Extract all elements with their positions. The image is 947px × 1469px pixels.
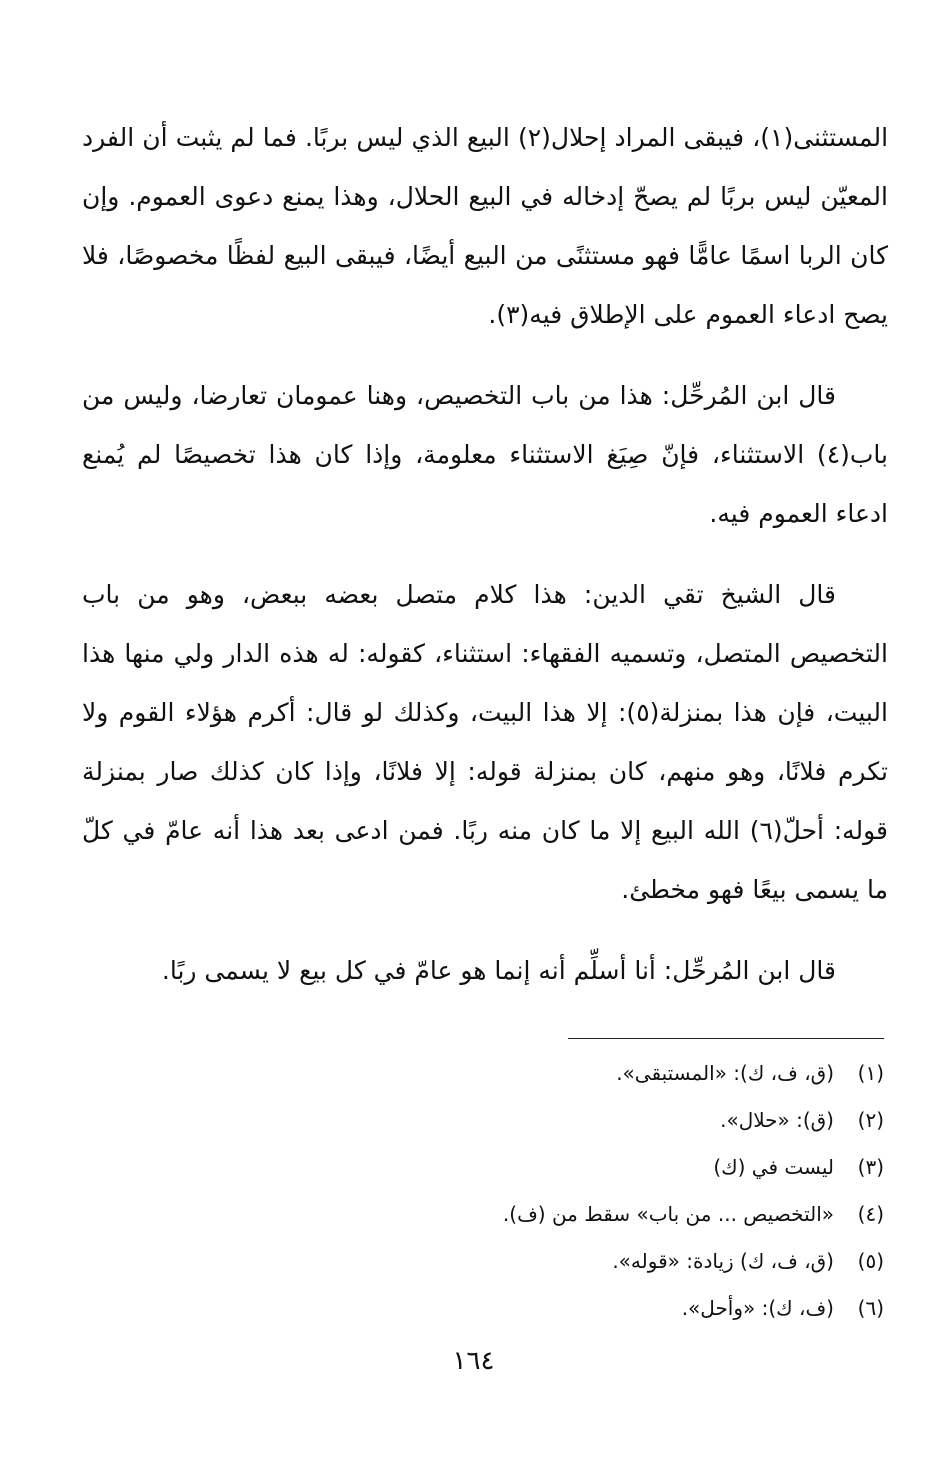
footnote-number: (١) xyxy=(857,1061,884,1085)
footnote-text: (ق): «حلال». xyxy=(720,1108,834,1132)
paragraph-2: قال ابن المُرحِّل: هذا من باب التخصيص، وهنا عمومان تعارضا، وليس من باب(٤) الاستثناء، فإنّ صِيَغ الاستثناء معلومة، وإذا كان هذا تخصيصًا لم يُمنع ادعاء العموم فيه. xyxy=(82,381,888,528)
footnote-text: «التخصيص ... من باب» سقط من (ف). xyxy=(502,1202,834,1226)
footnote-number: (٢) xyxy=(857,1108,884,1132)
footnote-number: (٣) xyxy=(857,1155,884,1179)
footnote-1 xyxy=(300,1050,884,1097)
footnote-2 xyxy=(300,1097,884,1144)
footnote-text: (ف، ك): «وأحل». xyxy=(681,1296,834,1320)
footnote-number: (٤) xyxy=(857,1202,884,1226)
footnote-4 xyxy=(300,1191,884,1238)
footnote-text: (ق، ف، ك) زيادة: «قوله». xyxy=(612,1249,834,1273)
footnote-text: (ق، ف، ك): «المستبقى». xyxy=(616,1061,834,1085)
paragraph-3: قال الشيخ تقي الدين: هذا كلام متصل بعضه ببعض، وهو من باب التخصيص المتصل، وتسميه الفقهاء: استثناء، كقوله: له هذه الدار ولي منها هذا البيت، فإن هذا بمنزلة(٥): إلا هذا البيت، وكذلك لو قال: أكرم هؤلاء القوم ولا تكرم فلانًا، وهو منهم، كان بمنزلة قوله: إلا فلانًا، وإذا كان كذلك صار بمنزلة قوله: أحلّ(٦) الله البيع إلا ما كان منه ربًا. فمن ادعى بعد هذا أنه عامّ في كلّ ما يسمى بيعًا فهو مخطئ. xyxy=(82,580,889,904)
footnote-number: (٦) xyxy=(857,1296,884,1320)
paragraph-1: المستثنى(١)، فيبقى المراد إحلال(٢) البيع الذي ليس بربًا. فما لم يثبت أن الفرد المعيّن ليس بربًا لم يصحّ إدخاله في البيع الحلال، وهذا يمنع دعوى العموم. وإن كان الربا اسمًا عامًّا فهو مستثنًى من البيع أيضًا، فيبقى البيع لفظًا مخصوصًا، فلا يصح ادعاء العموم على الإطلاق فيه(٣). xyxy=(82,123,889,329)
footnote-text: ليست في (ك) xyxy=(713,1155,834,1179)
footnote-5 xyxy=(300,1238,884,1285)
main-text xyxy=(82,108,888,1022)
footnote-6 xyxy=(300,1285,884,1332)
footnote-number: (٥) xyxy=(857,1249,884,1273)
paragraph-4: قال ابن المُرحِّل: أنا أسلِّم أنه إنما هو عامّ في كل بيع لا يسمى ربًا. xyxy=(161,956,836,985)
page-number: ١٦٤ xyxy=(452,1346,495,1376)
footnote-3 xyxy=(300,1144,884,1191)
footnote-divider xyxy=(568,1038,884,1039)
footnotes-list xyxy=(300,1050,884,1332)
